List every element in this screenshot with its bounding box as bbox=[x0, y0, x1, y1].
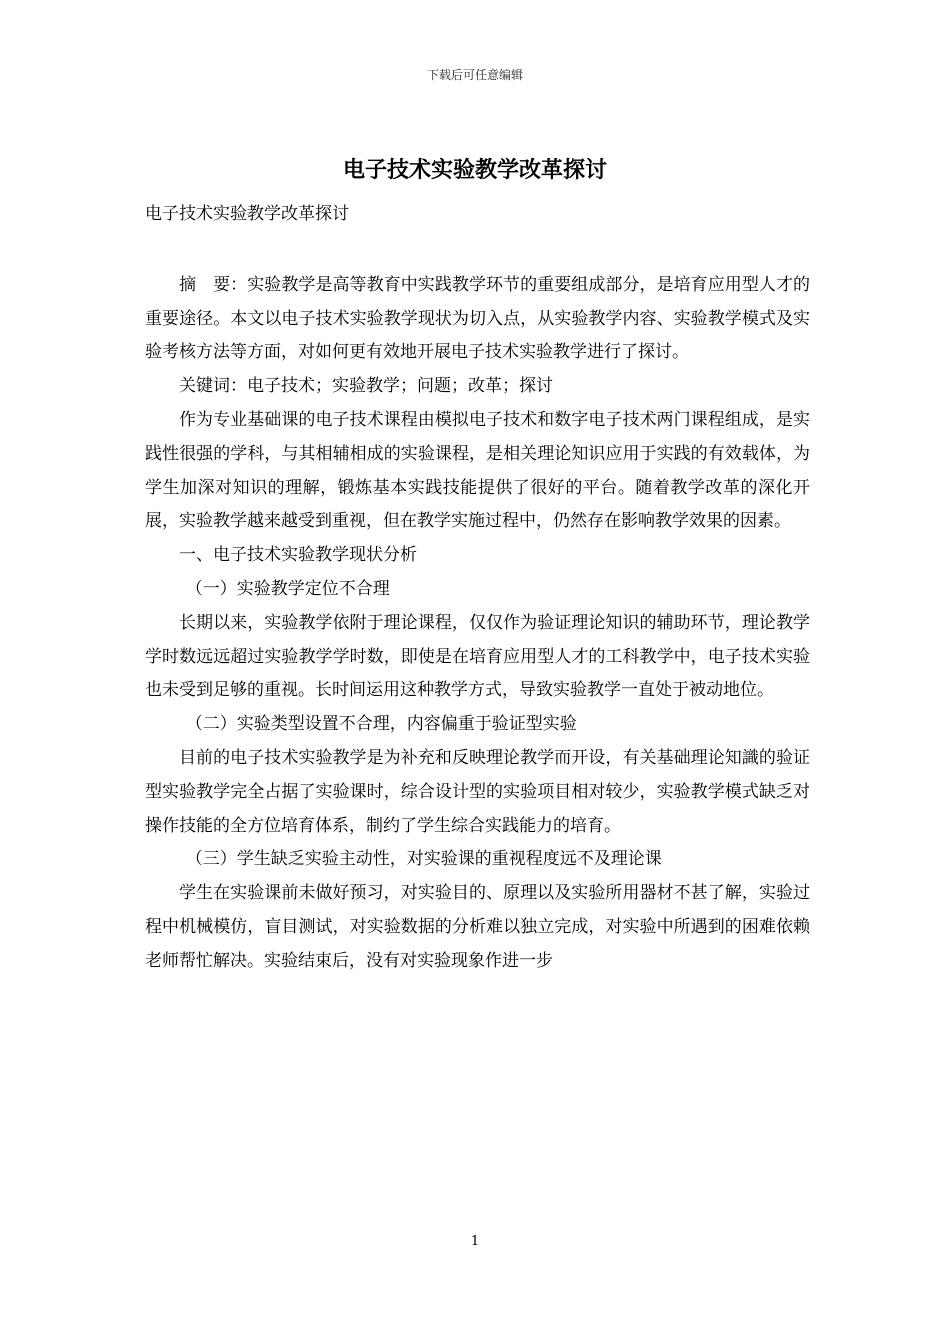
page-number: 1 bbox=[470, 1234, 480, 1249]
section-heading-1: 一、电子技术实验教学现状分析 bbox=[179, 545, 417, 566]
subsection-heading-3: （三）学生缺乏实验主动性，对实验课的重视程度远不及理论课 bbox=[185, 849, 662, 870]
keywords-paragraph: 关键词：电子技术；实验教学；问题；改革；探讨 bbox=[179, 376, 553, 397]
body-paragraph-1: 长期以来，实验教学依附于理论课程，仅仅作为验证理论知识的辅助环节，理论教学学时数远远超过实验教学学时数，即使是在培育应用型人才的工科教学中，电子技术实验也未受到足够的重视。长时间运用这种教学方式，导致实验教学一直处于被动地位。 bbox=[145, 612, 810, 701]
page-header-note: 下载后可任意编辑 bbox=[426, 68, 523, 82]
document-body bbox=[145, 198, 810, 979]
document-subtitle: 电子技术实验教学改革探讨 bbox=[145, 204, 349, 224]
body-paragraph-2: 目前的电子技术实验教学是为补充和反映理论教学而开设，有关基础理论知識的验证型实验教学完全占据了实验课时，综合设计型的实验项目相对较少，实验教学模式缺乏对操作技能的全方位培育体系，制约了学生综合实践能力的培育。 bbox=[145, 747, 810, 836]
intro-paragraph: 作为专业基础课的电子技术课程由模拟电子技术和数字电子技术两门课程组成，是实践性很强的学科，与其相辅相成的实验课程，是相关理论知识应用于实践的有效载体，为学生加深对知识的理解，锻炼基本实践技能提供了很好的平台。随着教学改革的深化开展，实验教学越来越受到重视，但在教学实施过程中，仍然存在影响教学效果的因素。 bbox=[145, 409, 810, 532]
document-title: 电子技术实验教学改革探讨 bbox=[342, 157, 607, 183]
body-paragraph-3: 学生在实验课前未做好预习，对实验目的、原理以及实验所用器材不甚了解，实验过程中机械模仿，盲目测试，对实验数据的分析难以独立完成，对实验中所遇到的困难依赖老师帮忙解决。实验结束后，没有对实验现象作进一步 bbox=[145, 883, 810, 971]
abstract-paragraph: 摘 要：实验教学是高等教育中实践教学环节的重要组成部分，是培育应用型人才的重要途径。本文以电子技术实验教学现状为切入点，从实验教学内容、实验教学模式及实验考核方法等方面，对如何更有效地开展电子技术实验教学进行了探讨。 bbox=[145, 274, 810, 363]
subsection-heading-1: （一）实验教学定位不合理 bbox=[185, 578, 390, 599]
subsection-heading-2: （二）实验类型设置不合理，内容偏重于验证型实验 bbox=[185, 714, 577, 735]
